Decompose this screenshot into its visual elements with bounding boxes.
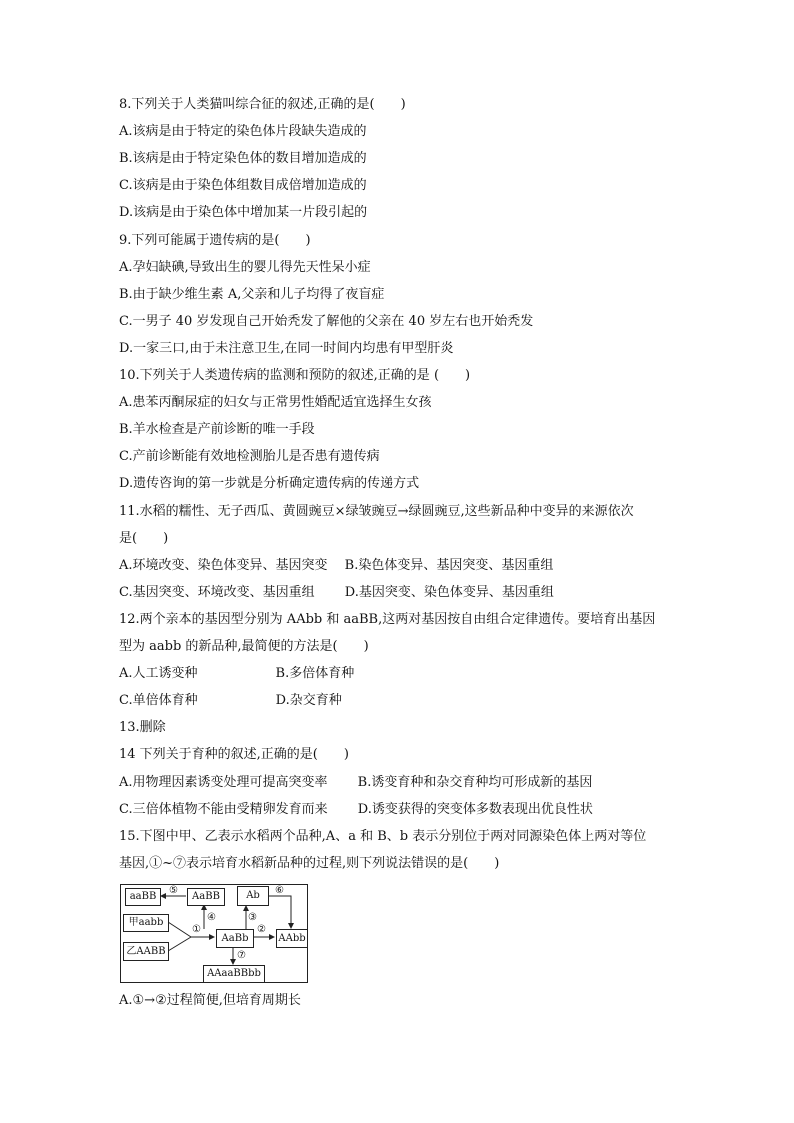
text-line: C.基因突变、环境改变、基因重组 D.基因突变、染色体变异、基因重组 bbox=[119, 585, 554, 600]
text-line: 基因,①~⑦表示培育水稻新品种的过程,则下列说法错误的是( ) bbox=[119, 856, 500, 871]
text-line: A.孕妇缺碘,导致出生的婴儿得先天性呆小症 bbox=[119, 260, 371, 275]
text-line: B.该病是由于特定染色体的数目增加造成的 bbox=[119, 151, 367, 166]
text-line: B.由于缺少维生素 A,父亲和儿子均得了夜盲症 bbox=[119, 287, 385, 302]
text-line: D.遗传咨询的第一步就是分析确定遗传病的传递方式 bbox=[119, 476, 420, 491]
text-line: B.羊水检查是产前诊断的唯一手段 bbox=[119, 422, 315, 437]
step-6-label: ⑥ bbox=[275, 885, 284, 896]
text-line: 12.两个亲本的基因型分别为 AAbb 和 aaBB,这两对基因按自由组合定律遗传。要培育出基因 bbox=[119, 612, 656, 627]
text-line: 11.水稻的糯性、无子西瓜、黄圆豌豆×绿皱豌豆→绿圆豌豆,这些新品种中变异的来源依次 bbox=[119, 504, 634, 519]
node-yi-AABB: 乙AABB bbox=[123, 942, 169, 961]
node-jia-aabb: 甲aabb bbox=[123, 914, 169, 932]
text-line: D.该病是由于染色体中增加某一片段引起的 bbox=[119, 205, 368, 220]
text-line: 是( ) bbox=[119, 531, 169, 546]
text-line: 15.下图中甲、乙表示水稻两个品种,A、a 和 B、b 表示分别位于两对同源染色体上两对等位 bbox=[119, 829, 647, 844]
text-line: 9.下列可能属于遗传病的是( ) bbox=[119, 233, 311, 248]
step-1-label: ① bbox=[192, 924, 201, 935]
step-3-label: ③ bbox=[248, 912, 257, 923]
text-line: C.产前诊断能有效地检测胎儿是否患有遗传病 bbox=[119, 449, 380, 464]
breeding-process-diagram bbox=[120, 884, 308, 983]
text-line: C.三倍体植物不能由受精卵发育而来 D.诱变获得的突变体多数表现出优良性状 bbox=[119, 802, 593, 817]
text-line: 13.删除 bbox=[119, 720, 166, 735]
node-Ab: Ab bbox=[237, 886, 269, 906]
node-AaBB: AaBB bbox=[187, 888, 225, 906]
text-line: A.该病是由于特定的染色体片段缺失造成的 bbox=[119, 124, 367, 139]
text-line: D.一家三口,由于未注意卫生,在同一时间内均患有甲型肝炎 bbox=[119, 341, 454, 356]
node-AAbb: AAbb bbox=[276, 929, 308, 948]
text-line: 型为 aabb 的新品种,最简便的方法是( ) bbox=[119, 639, 369, 654]
node-aaBB: aaBB bbox=[125, 888, 161, 906]
text-line: A.患苯丙酮尿症的妇女与正常男性婚配适宜选择生女孩 bbox=[119, 395, 432, 410]
node-AAaaBBbb: AAaaBBbb bbox=[203, 965, 265, 983]
step-7-label: ⑦ bbox=[237, 950, 246, 961]
text-line: 14 下列关于育种的叙述,正确的是( ) bbox=[119, 747, 349, 762]
text-line: 10.下列关于人类遗传病的监测和预防的叙述,正确的是 ( ) bbox=[119, 368, 471, 383]
step-4-label: ④ bbox=[207, 912, 216, 923]
text-line: A.人工诱变种 B.多倍体育种 bbox=[119, 666, 355, 681]
text-line: C.一男子 40 岁发现自己开始秃发了解他的父亲在 40 岁左右也开始秃发 bbox=[119, 314, 534, 329]
text-line: 8.下列关于人类猫叫综合征的叙述,正确的是( ) bbox=[119, 97, 406, 112]
step-2-label: ② bbox=[257, 924, 266, 935]
text-line: A.用物理因素诱变处理可提高突变率 B.诱变育种和杂交育种均可形成新的基因 bbox=[119, 775, 593, 790]
text-line: A.环境改变、染色体变异、基因突变 B.染色体变异、基因突变、基因重组 bbox=[119, 558, 554, 573]
text-line: C.单倍体育种 D.杂交育种 bbox=[119, 693, 342, 708]
node-AaBb: AaBb bbox=[216, 929, 254, 948]
step-5-label: ⑤ bbox=[169, 885, 178, 896]
text-line: A.①→②过程简便,但培育周期长 bbox=[119, 993, 301, 1008]
text-line: C.该病是由于染色体组数目成倍增加造成的 bbox=[119, 178, 367, 193]
